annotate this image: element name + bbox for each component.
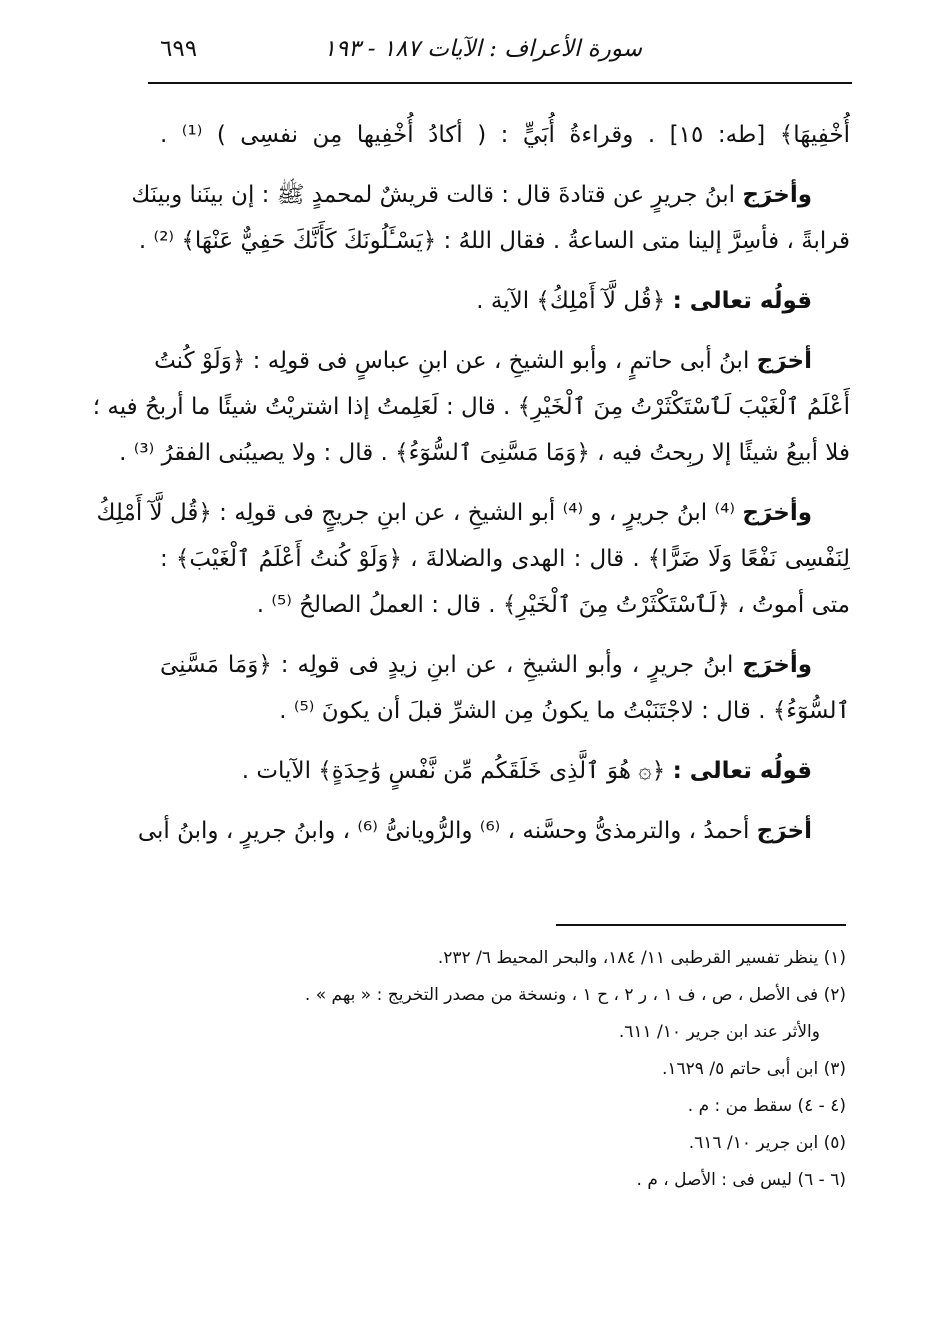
text-line: أخرَج أحمدُ ، والترمذىُّ وحسَّنه ، ⁽⁶⁾ والرُّويانىُّ ⁽⁶⁾ ، وابنُ جريرٍ ، وابنُ أبى (137, 818, 812, 844)
footnote-divider (556, 924, 846, 926)
page-header (148, 30, 852, 84)
text-line: وأخرَج ابنُ جريرٍ عن قتادةَ قال : قالت قريشٌ لمحمدٍ ﷺ : إن بينَنا وبينَك (131, 182, 812, 208)
text-line: أخرَج ابنُ أبى حاتمٍ ، وأبو الشيخِ ، عن ابنِ عباسٍ فى قولِه : ﴿وَلَوْ كُنتُ (154, 348, 812, 374)
footnote: (٦ - ٦) ليس فى : الأصل ، م . (636, 1170, 846, 1190)
footnote: (٤ - ٤) سقط من : م . (687, 1096, 846, 1116)
text-line: فلا أبيعُ شيئًا إلا ربِحتُ فيه ، ﴿وَمَا مَسَّنِىَ ٱلسُّوٓءُ﴾ . قال : ولا يصيبُنى الفقرُ ⁽³⁾ . (119, 440, 850, 466)
footnote: (٣) ابن أبى حاتم ٥/ ١٦٢٩. (661, 1059, 846, 1079)
footnote: والأثر عند ابن جرير ١٠/ ٦١١. (618, 1022, 820, 1042)
text-line: ٱلسُّوٓءُ﴾ . قال : لاجْتَنَبْتُ ما يكونُ مِن الشرِّ قبلَ أن يكونَ ⁽⁵⁾ . (279, 698, 850, 724)
text-line: أَعْلَمُ ٱلْغَيْبَ لَٱسْتَكْثَرْتُ مِنَ ٱلْخَيْرِ﴾ . قال : لَعَلِمتُ إذا اشتريْتُ شيئًا ما أربحُ فيه ؛ (92, 394, 850, 420)
running-title: سورة الأعراف : الآيات ١٨٧ - ١٩٣ (323, 36, 642, 62)
main-text (92, 112, 850, 854)
text-line: متى أموتُ ، ﴿لَٱسْتَكْثَرْتُ مِنَ ٱلْخَيْرِ﴾ . قال : العملُ الصالحُ ⁽⁵⁾ . (256, 592, 850, 618)
footnote: (٥) ابن جرير ١٠/ ٦١٦. (688, 1133, 846, 1153)
text-line: وأخرَج ابنُ جريرٍ ، وأبو الشيخِ ، عن ابنِ زيدٍ فى قولِه : ﴿وَمَا مَسَّنِىَ (160, 652, 812, 678)
footnotes (160, 940, 846, 1199)
text-line: لِنَفْسِى نَفْعًا وَلَا ضَرًّا﴾ . قال : الهدى والضلالةَ ، ﴿وَلَوْ كُنتُ أَعْلَمُ ٱلْغَيْبَ﴾ : (160, 546, 850, 572)
text-line: وأخرَج ⁽⁴⁾ ابنُ جريرٍ ، و ⁽⁴⁾ أبو الشيخِ ، عن ابنِ جريجٍ فى قولِه : ﴿قُل لَّآ أَمْلِكُ (96, 500, 812, 526)
text-line: قرابةً ، فأسِرَّ إلينا متى الساعةُ . فقال اللهُ : ﴿يَسْـَٔلُونَكَ كَأَنَّكَ حَفِيٌّ عَنْهَا﴾ ⁽²⁾ . (138, 228, 850, 254)
text-line: أُخْفِيهَا﴾ [طه: ١٥] . وقراءةُ أُبَيٍّ : ( أكادُ أُخْفِيها مِن نفسِى ) ⁽¹⁾ . (160, 122, 850, 148)
footnote: (٢) فى الأصل ، ص ، ف ١ ، ر ٢ ، ح ١ ، ونسخة من مصدر التخريج : « بهم » . (304, 985, 846, 1005)
section-heading: قولُه تعالى : ﴿۞ هُوَ ٱلَّذِى خَلَقَكُم مِّن نَّفْسٍ وَٰحِدَةٍ﴾ الآيات . (241, 758, 812, 784)
footnote: (١) ينظر تفسير القرطبى ١١/ ١٨٤، والبحر المحيط ٦/ ٢٣٢. (437, 948, 846, 968)
section-heading: قولُه تعالى : ﴿قُل لَّآ أَمْلِكُ﴾ الآية . (476, 288, 812, 314)
page-number: ٦٩٩ (160, 36, 198, 62)
